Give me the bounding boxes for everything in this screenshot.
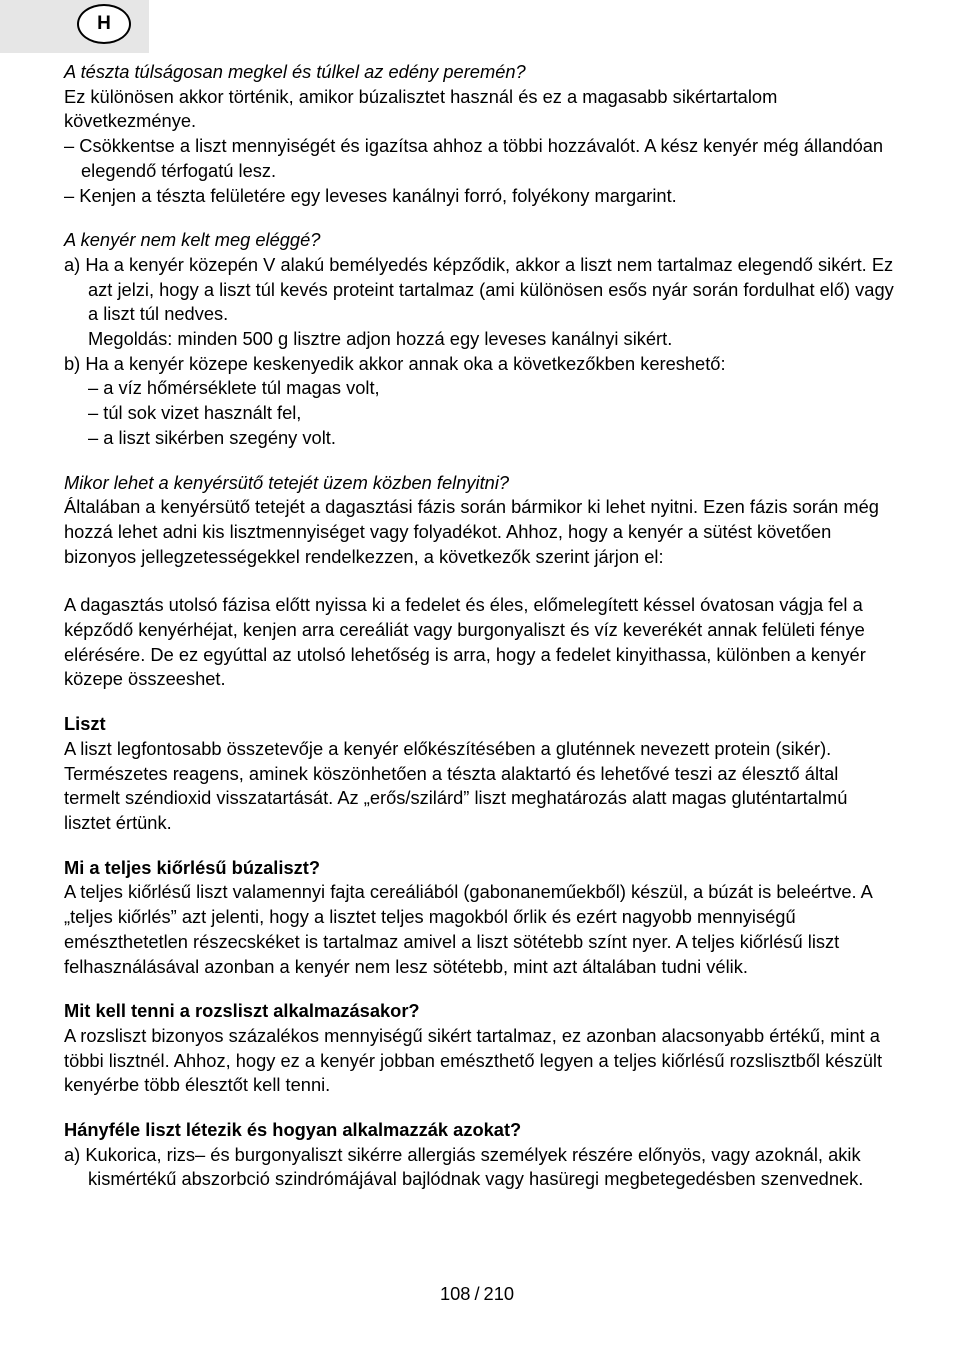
- list-item: b) Ha a kenyér közepe keskenyedik akkor annak oka a következőkben kereshető:: [64, 352, 726, 374]
- page-number: [0, 1282, 954, 1306]
- language-badge: H: [77, 4, 131, 44]
- list-item: – Csökkentse a liszt mennyiségét és igazítsa ahhoz a többi hozzávalót. A kész kenyér még állandóan elegendő térfogatú lesz.: [64, 135, 884, 181]
- language-tab: [0, 0, 149, 53]
- total-pages: 210: [483, 1283, 515, 1304]
- paragraph: A teljes kiőrlésű liszt valamennyi fajta cereáliából (gabonaneműekből) készül, a búzát is beleértve. A „teljes kiőrlés” azt jelenti, hogy a lisztet teljes magokból őrlik és ezért nagyobb mennyiségű emészthetetlen részecskéket is tartalmaz amivel a liszt sötétebb színt nyer. A teljes kiőrlésű liszt felhasználásával azonban a kenyér nem lesz sötétebb, mint azt általában tudni vélik.: [64, 881, 872, 977]
- list-item: a) Kukorica, rizs– és burgonyaliszt sikérre allergiás személyek részére előnyös, vagy azoknál, akik kismértékű abszorbció szindrómájával bajlódnak vagy hasüregi megbetegedésben szenvednek.: [64, 1143, 864, 1190]
- heading-flour-types: Hányféle liszt létezik és hogyan alkalmazzák azokat?: [64, 1119, 522, 1141]
- paragraph: A rozsliszt bizonyos százalékos mennyiségű sikért tartalmaz, ez azonban alacsonyabb értékű, mint a többi lisztnél. Ahhoz, hogy ez a kenyér jobban emészthető legyen a teljes kiőrlésű rozslisztből készült kenyérbe több élesztőt kell tenni.: [64, 1024, 883, 1096]
- sub-list-item: – a víz hőmérséklete túl magas volt,: [88, 377, 380, 399]
- question-open-lid: Mikor lehet a kenyérsütő tetejét üzem közben felnyitni?: [64, 471, 510, 493]
- list-item: – Kenjen a tészta felületére egy leveses kanálnyi forró, folyékony margarint.: [64, 184, 677, 206]
- sub-list-item: – a liszt sikérben szegény volt.: [88, 426, 336, 448]
- paragraph: A liszt legfontosabb összetevője a kenyér előkészítésében a gluténnek nevezett protein (sikér). Természetes reagens, aminek köszönhetően a tészta alaktartó és lehetővé teszi az élesztő által termelt széndioxid visszatartását. Az „erős/szilárd” liszt meghatározás alatt magas gluténtartalmú lisztet értünk.: [64, 737, 848, 833]
- sub-list-item: – túl sok vizet használt fel,: [88, 402, 302, 424]
- page-separator: /: [474, 1283, 480, 1304]
- paragraph: A dagasztás utolsó fázisa előtt nyissa ki a fedelet és éles, előmelegített késsel óvatosan vágja fel a képződő kenyérhéjat, kenjen arra cereáliát vagy burgonyaliszt és víz keverékét annak felületi fénye elérésére. De ez egyúttal az utolsó lehetőség is arra, hogy a fedelet kinyithassa, különben a kenyér közepe összeeshet.: [64, 594, 866, 690]
- question-bread-not-risen: A kenyér nem kelt meg eléggé?: [64, 229, 321, 251]
- heading-flour: Liszt: [64, 713, 106, 735]
- current-page: 108: [439, 1283, 471, 1304]
- page-content: [64, 60, 894, 1192]
- heading-whole-wheat: Mi a teljes kiőrlésű búzaliszt?: [64, 856, 321, 878]
- solution-text: Megoldás: minden 500 g lisztre adjon hozzá egy leveses kanálnyi sikért.: [88, 328, 673, 350]
- question-dough-overflow: A tészta túlságosan megkel és túlkel az edény peremén?: [64, 61, 526, 82]
- list-item: a) Ha a kenyér közepén V alakú bemélyedés képződik, akkor a liszt nem tartalmaz elegendő sikért. Ez azt jelzi, hogy a liszt túl kevés proteint tartalmaz (ami különösen esős nyár során fordulhat elő) vagy a liszt túl nedves.: [64, 253, 894, 325]
- paragraph: Általában a kenyérsütő tetejét a dagasztási fázis során bármikor ki lehet nyitni. Ezen fázis során még hozzá lehet adni kis lisztmennyiséget vagy folyadékot. Ahhoz, hogy a kenyér a sütést követően bizonyos jellegzetességekkel rendelkezzen, a következők szerint járjon el:: [64, 496, 879, 567]
- heading-rye-flour: Mit kell tenni a rozsliszt alkalmazásakor?: [64, 1000, 420, 1022]
- paragraph: Ez különösen akkor történik, amikor búzalisztet használ és ez a magasabb sikértartalom következménye.: [64, 85, 778, 132]
